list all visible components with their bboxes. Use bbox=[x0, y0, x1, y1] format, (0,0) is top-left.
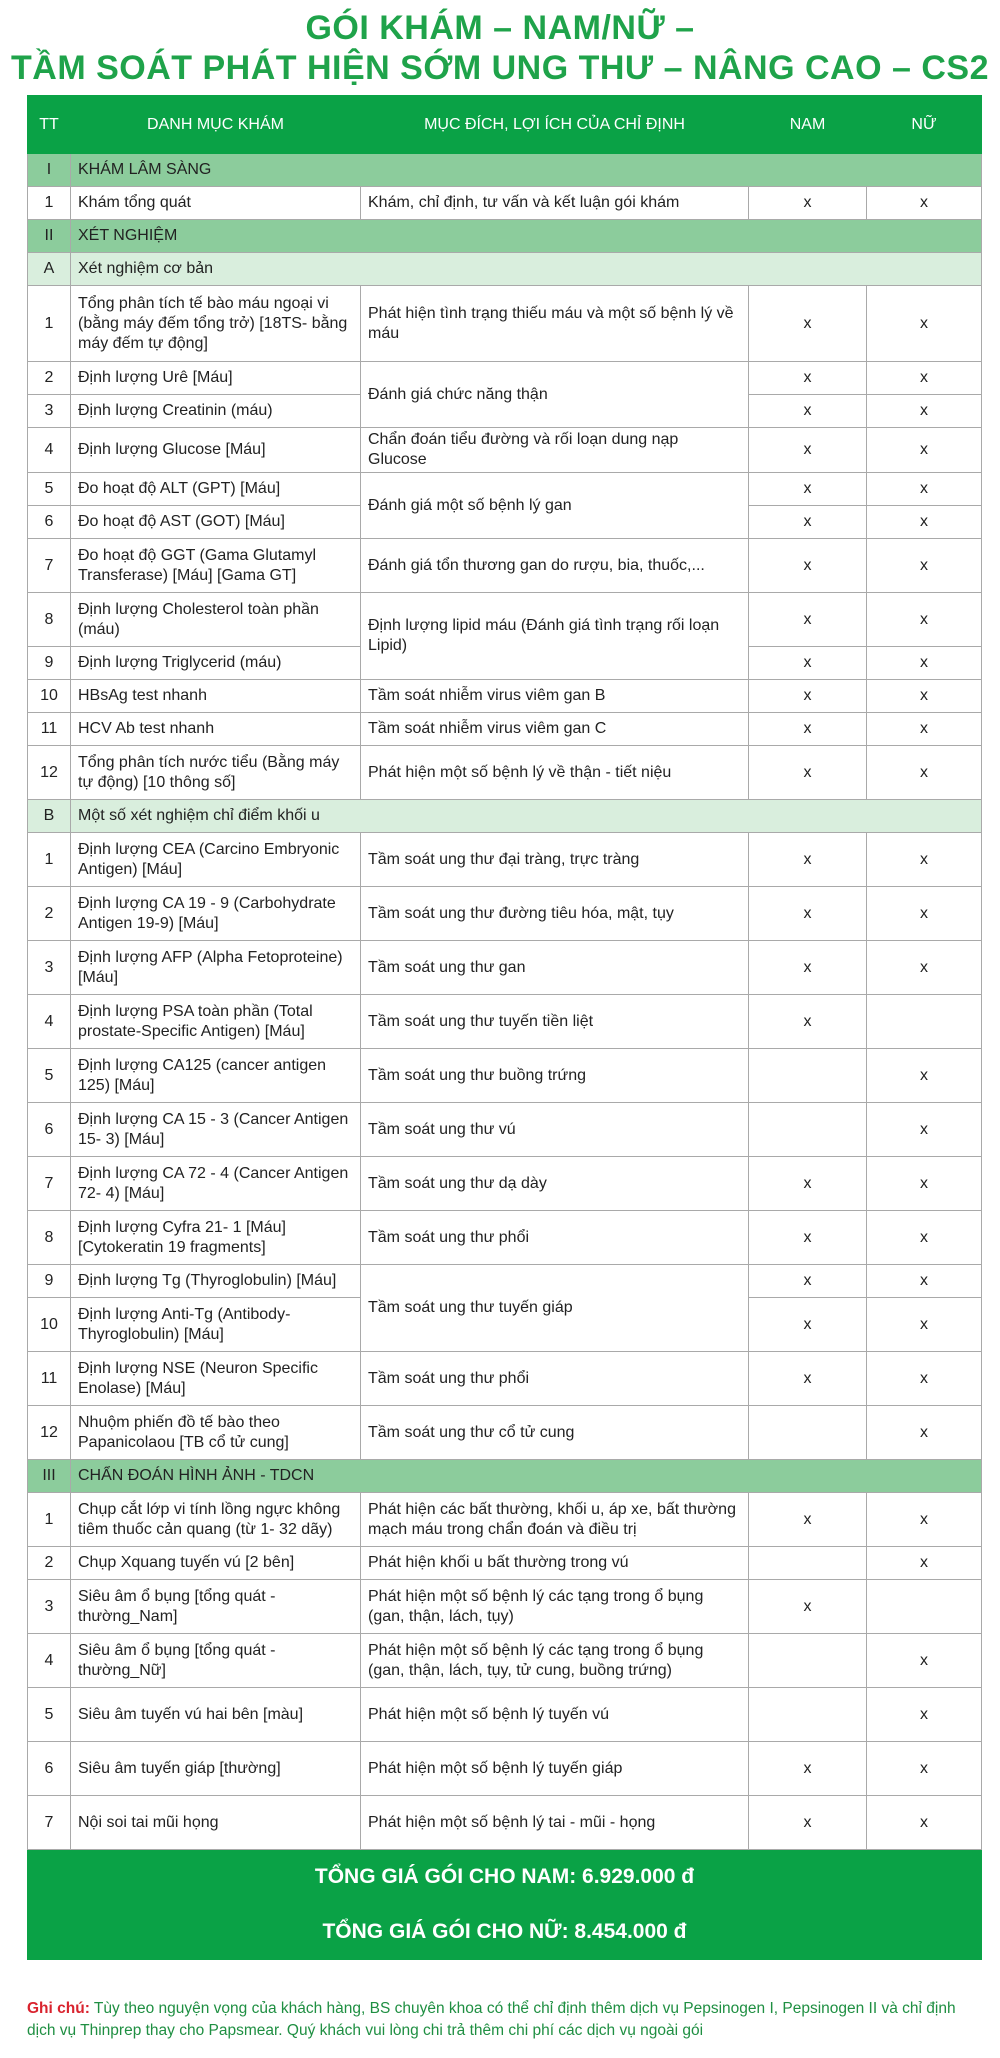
female-mark: x bbox=[867, 187, 982, 220]
footnote-label: Ghi chú: bbox=[27, 2000, 90, 2017]
row-item: Đo hoạt độ ALT (GPT) [Máu] bbox=[71, 473, 361, 506]
table-row bbox=[28, 1211, 982, 1265]
female-mark: x bbox=[867, 1103, 982, 1157]
row-num: 5 bbox=[28, 473, 71, 506]
row-purpose: Phát hiện một số bệnh lý các tạng trong ổ bụng (gan, thận, lách, tụy) bbox=[361, 1580, 749, 1634]
table-row bbox=[28, 713, 982, 746]
table-row bbox=[28, 1406, 982, 1460]
female-mark: x bbox=[867, 833, 982, 887]
female-mark: x bbox=[867, 1493, 982, 1547]
row-purpose: Tầm soát nhiễm virus viêm gan B bbox=[361, 680, 749, 713]
male-mark: x bbox=[749, 1265, 867, 1298]
female-mark: x bbox=[867, 647, 982, 680]
row-num: 11 bbox=[28, 1352, 71, 1406]
male-mark: x bbox=[749, 647, 867, 680]
row-num: 5 bbox=[28, 1688, 71, 1742]
male-mark: x bbox=[749, 1580, 867, 1634]
table-row bbox=[28, 1352, 982, 1406]
row-num: 7 bbox=[28, 1157, 71, 1211]
row-num: 9 bbox=[28, 647, 71, 680]
footnote-text: Tùy theo nguyện vọng của khách hàng, BS chuyên khoa có thể chỉ định thêm dịch vụ Pepsinogen I, Pepsinogen II và chỉ định dịch vụ Thinprep thay cho Papsmear. Quý khách vui lòng chi trả thêm chi phí các dịch vụ ngoài gói bbox=[27, 2000, 956, 2039]
row-item: Siêu âm tuyến vú hai bên [màu] bbox=[71, 1688, 361, 1742]
row-num: 6 bbox=[28, 506, 71, 539]
female-mark: x bbox=[867, 1211, 982, 1265]
row-num: 11 bbox=[28, 713, 71, 746]
female-mark: x bbox=[867, 362, 982, 395]
subsection-num: B bbox=[28, 800, 71, 833]
table-row bbox=[28, 1634, 982, 1688]
row-item: Nội soi tai mũi họng bbox=[71, 1796, 361, 1850]
header-tt: TT bbox=[28, 96, 71, 154]
male-mark: x bbox=[749, 713, 867, 746]
row-purpose: Tầm soát ung thư tuyến giáp bbox=[361, 1265, 749, 1352]
subsection-num: A bbox=[28, 253, 71, 286]
row-item: Nhuộm phiến đồ tế bào theo Papanicolaou [TB cổ tử cung] bbox=[71, 1406, 361, 1460]
male-mark: x bbox=[749, 1157, 867, 1211]
row-item: Siêu âm ổ bụng [tổng quát - thường_Nữ] bbox=[71, 1634, 361, 1688]
row-item: Định lượng AFP (Alpha Fetoproteine) [Máu] bbox=[71, 941, 361, 995]
male-mark: x bbox=[749, 1796, 867, 1850]
section-row bbox=[28, 1460, 982, 1493]
table-header bbox=[28, 96, 982, 154]
row-num: 5 bbox=[28, 1049, 71, 1103]
male-mark: x bbox=[749, 680, 867, 713]
female-mark-empty bbox=[867, 1580, 982, 1634]
row-num: 12 bbox=[28, 1406, 71, 1460]
table-row bbox=[28, 362, 982, 395]
female-mark: x bbox=[867, 941, 982, 995]
row-item: Định lượng CA 72 - 4 (Cancer Antigen 72- 4) [Máu] bbox=[71, 1157, 361, 1211]
row-item: Định lượng Glucose [Máu] bbox=[71, 428, 361, 473]
female-mark: x bbox=[867, 1157, 982, 1211]
male-mark: x bbox=[749, 1211, 867, 1265]
header-male: NAM bbox=[749, 96, 867, 154]
table-row bbox=[28, 187, 982, 220]
female-mark: x bbox=[867, 473, 982, 506]
footnote bbox=[27, 1998, 987, 2042]
row-purpose: Phát hiện một số bệnh lý tuyến giáp bbox=[361, 1742, 749, 1796]
row-item: Định lượng CA 19 - 9 (Carbohydrate Antigen 19-9) [Máu] bbox=[71, 887, 361, 941]
male-mark-empty bbox=[749, 1103, 867, 1157]
row-num: 8 bbox=[28, 593, 71, 647]
table-row bbox=[28, 1688, 982, 1742]
section-title: CHẨN ĐOÁN HÌNH ẢNH - TDCN bbox=[71, 1460, 982, 1493]
male-mark: x bbox=[749, 395, 867, 428]
male-mark: x bbox=[749, 833, 867, 887]
male-mark: x bbox=[749, 539, 867, 593]
male-mark-empty bbox=[749, 1049, 867, 1103]
female-mark: x bbox=[867, 1265, 982, 1298]
row-num: 4 bbox=[28, 1634, 71, 1688]
female-mark: x bbox=[867, 1298, 982, 1352]
row-item: HCV Ab test nhanh bbox=[71, 713, 361, 746]
row-item: Định lượng NSE (Neuron Specific Enolase) [Máu] bbox=[71, 1352, 361, 1406]
table-row bbox=[28, 1547, 982, 1580]
total-row-male bbox=[28, 1850, 982, 1905]
row-item: Định lượng Cyfra 21- 1 [Máu] [Cytokeratin 19 fragments] bbox=[71, 1211, 361, 1265]
package-table bbox=[27, 95, 982, 1960]
row-purpose: Tầm soát ung thư gan bbox=[361, 941, 749, 995]
male-mark: x bbox=[749, 593, 867, 647]
row-purpose: Chẩn đoán tiểu đường và rối loạn dung nạp Glucose bbox=[361, 428, 749, 473]
table-row bbox=[28, 833, 982, 887]
male-mark: x bbox=[749, 746, 867, 800]
row-num: 9 bbox=[28, 1265, 71, 1298]
row-num: 1 bbox=[28, 286, 71, 362]
row-num: 6 bbox=[28, 1742, 71, 1796]
section-title: XÉT NGHIỆM bbox=[71, 220, 982, 253]
row-num: 4 bbox=[28, 428, 71, 473]
female-mark: x bbox=[867, 1742, 982, 1796]
row-item: Siêu âm ổ bụng [tổng quát - thường_Nam] bbox=[71, 1580, 361, 1634]
row-purpose: Phát hiện các bất thường, khối u, áp xe, bất thường mạch máu trong chẩn đoán và điều trị bbox=[361, 1493, 749, 1547]
row-purpose: Phát hiện một số bệnh lý các tạng trong ổ bụng (gan, thận, lách, tụy, tử cung, buồng trứng) bbox=[361, 1634, 749, 1688]
row-item: HBsAg test nhanh bbox=[71, 680, 361, 713]
row-item: Chụp cắt lớp vi tính lồng ngực không tiêm thuốc cản quang (từ 1- 32 dãy) bbox=[71, 1493, 361, 1547]
row-item: Định lượng Triglycerid (máu) bbox=[71, 647, 361, 680]
female-mark: x bbox=[867, 887, 982, 941]
row-purpose: Tầm soát ung thư phổi bbox=[361, 1211, 749, 1265]
row-purpose: Tầm soát ung thư phổi bbox=[361, 1352, 749, 1406]
row-purpose: Phát hiện một số bệnh lý tuyến vú bbox=[361, 1688, 749, 1742]
table-row bbox=[28, 1265, 982, 1298]
section-num: I bbox=[28, 154, 71, 187]
male-mark: x bbox=[749, 428, 867, 473]
male-mark: x bbox=[749, 995, 867, 1049]
male-mark-empty bbox=[749, 1547, 867, 1580]
table-row bbox=[28, 473, 982, 506]
header-item: DANH MỤC KHÁM bbox=[71, 96, 361, 154]
row-num: 4 bbox=[28, 995, 71, 1049]
table-row bbox=[28, 746, 982, 800]
row-num: 3 bbox=[28, 941, 71, 995]
table-row bbox=[28, 1493, 982, 1547]
subsection-row bbox=[28, 800, 982, 833]
female-mark: x bbox=[867, 506, 982, 539]
table-row bbox=[28, 1580, 982, 1634]
row-item: Định lượng Tg (Thyroglobulin) [Máu] bbox=[71, 1265, 361, 1298]
row-item: Đo hoạt độ AST (GOT) [Máu] bbox=[71, 506, 361, 539]
row-purpose: Tầm soát ung thư dạ dày bbox=[361, 1157, 749, 1211]
row-purpose: Tầm soát ung thư vú bbox=[361, 1103, 749, 1157]
row-purpose: Đánh giá một số bệnh lý gan bbox=[361, 473, 749, 539]
section-num: II bbox=[28, 220, 71, 253]
female-mark: x bbox=[867, 1352, 982, 1406]
female-mark: x bbox=[867, 713, 982, 746]
male-mark-empty bbox=[749, 1634, 867, 1688]
title-line-1: GÓI KHÁM – NAM/NỮ – bbox=[305, 9, 695, 47]
male-mark-empty bbox=[749, 1688, 867, 1742]
female-mark: x bbox=[867, 395, 982, 428]
row-num: 6 bbox=[28, 1103, 71, 1157]
male-mark: x bbox=[749, 1298, 867, 1352]
row-item: Khám tổng quát bbox=[71, 187, 361, 220]
table-row bbox=[28, 593, 982, 647]
male-mark: x bbox=[749, 506, 867, 539]
table-row bbox=[28, 428, 982, 473]
row-num: 2 bbox=[28, 362, 71, 395]
total-price-female: TỔNG GIÁ GÓI CHO NỮ: 8.454.000 đ bbox=[28, 1905, 982, 1960]
table-row bbox=[28, 887, 982, 941]
row-purpose: Khám, chỉ định, tư vấn và kết luận gói khám bbox=[361, 187, 749, 220]
row-item: Định lượng Anti-Tg (Antibody- Thyroglobulin) [Máu] bbox=[71, 1298, 361, 1352]
row-purpose: Tầm soát ung thư đại tràng, trực tràng bbox=[361, 833, 749, 887]
row-purpose: Tầm soát ung thư cổ tử cung bbox=[361, 1406, 749, 1460]
table-row bbox=[28, 1103, 982, 1157]
row-num: 10 bbox=[28, 680, 71, 713]
male-mark-empty bbox=[749, 1406, 867, 1460]
table-row bbox=[28, 1796, 982, 1850]
row-item: Định lượng CA 15 - 3 (Cancer Antigen 15- 3) [Máu] bbox=[71, 1103, 361, 1157]
row-num: 12 bbox=[28, 746, 71, 800]
row-item: Tổng phân tích tế bào máu ngoại vi (bằng máy đếm tổng trở) [18TS- bằng máy đếm tự động] bbox=[71, 286, 361, 362]
female-mark: x bbox=[867, 1049, 982, 1103]
row-purpose: Đánh giá tổn thương gan do rượu, bia, thuốc,... bbox=[361, 539, 749, 593]
female-mark-empty bbox=[867, 995, 982, 1049]
female-mark: x bbox=[867, 1406, 982, 1460]
row-item: Định lượng Cholesterol toàn phần (máu) bbox=[71, 593, 361, 647]
row-purpose: Phát hiện một số bệnh lý về thận - tiết niệu bbox=[361, 746, 749, 800]
row-purpose: Tầm soát nhiễm virus viêm gan C bbox=[361, 713, 749, 746]
row-num: 3 bbox=[28, 1580, 71, 1634]
table-row bbox=[28, 995, 982, 1049]
row-num: 7 bbox=[28, 1796, 71, 1850]
male-mark: x bbox=[749, 1493, 867, 1547]
male-mark: x bbox=[749, 1352, 867, 1406]
row-num: 7 bbox=[28, 539, 71, 593]
row-purpose: Tầm soát ung thư tuyến tiền liệt bbox=[361, 995, 749, 1049]
female-mark: x bbox=[867, 593, 982, 647]
row-purpose: Phát hiện khối u bất thường trong vú bbox=[361, 1547, 749, 1580]
page-title bbox=[0, 0, 1000, 90]
female-mark: x bbox=[867, 1796, 982, 1850]
female-mark: x bbox=[867, 1547, 982, 1580]
table-row bbox=[28, 1049, 982, 1103]
female-mark: x bbox=[867, 1688, 982, 1742]
row-purpose: Tầm soát ung thư buồng trứng bbox=[361, 1049, 749, 1103]
female-mark: x bbox=[867, 680, 982, 713]
female-mark: x bbox=[867, 539, 982, 593]
row-item: Định lượng CEA (Carcino Embryonic Antigen) [Máu] bbox=[71, 833, 361, 887]
male-mark: x bbox=[749, 187, 867, 220]
row-num: 1 bbox=[28, 833, 71, 887]
row-item: Tổng phân tích nước tiểu (Bằng máy tự động) [10 thông số] bbox=[71, 746, 361, 800]
table-row bbox=[28, 286, 982, 362]
total-price-male: TỔNG GIÁ GÓI CHO NAM: 6.929.000 đ bbox=[28, 1850, 982, 1905]
row-purpose: Phát hiện tình trạng thiếu máu và một số bệnh lý về máu bbox=[361, 286, 749, 362]
row-item: Định lượng Urê [Máu] bbox=[71, 362, 361, 395]
row-purpose: Tầm soát ung thư đường tiêu hóa, mật, tụy bbox=[361, 887, 749, 941]
section-num: III bbox=[28, 1460, 71, 1493]
row-item: Siêu âm tuyến giáp [thường] bbox=[71, 1742, 361, 1796]
subsection-title: Một số xét nghiệm chỉ điểm khối u bbox=[71, 800, 982, 833]
section-title: KHÁM LÂM SÀNG bbox=[71, 154, 982, 187]
row-item: Định lượng PSA toàn phần (Total prostate-Specific Antigen) [Máu] bbox=[71, 995, 361, 1049]
title-line-2: TẦM SOÁT PHÁT HIỆN SỚM UNG THƯ – NÂNG CAO – CS2 bbox=[11, 49, 989, 87]
male-mark: x bbox=[749, 941, 867, 995]
female-mark: x bbox=[867, 428, 982, 473]
section-row bbox=[28, 220, 982, 253]
female-mark: x bbox=[867, 746, 982, 800]
table-row bbox=[28, 1742, 982, 1796]
header-female: NỮ bbox=[867, 96, 982, 154]
row-purpose: Định lượng lipid máu (Đánh giá tình trạng rối loạn Lipid) bbox=[361, 593, 749, 680]
row-item: Chụp Xquang tuyến vú [2 bên] bbox=[71, 1547, 361, 1580]
row-num: 8 bbox=[28, 1211, 71, 1265]
row-num: 1 bbox=[28, 1493, 71, 1547]
male-mark: x bbox=[749, 362, 867, 395]
male-mark: x bbox=[749, 887, 867, 941]
row-num: 1 bbox=[28, 187, 71, 220]
row-num: 2 bbox=[28, 1547, 71, 1580]
subsection-title: Xét nghiệm cơ bản bbox=[71, 253, 982, 286]
total-row-female bbox=[28, 1905, 982, 1960]
male-mark: x bbox=[749, 473, 867, 506]
male-mark: x bbox=[749, 286, 867, 362]
row-num: 10 bbox=[28, 1298, 71, 1352]
table-row bbox=[28, 1157, 982, 1211]
header-purpose: MỤC ĐÍCH, LỢI ÍCH CỦA CHỈ ĐỊNH bbox=[361, 96, 749, 154]
row-item: Định lượng CA125 (cancer antigen 125) [Máu] bbox=[71, 1049, 361, 1103]
table-row bbox=[28, 539, 982, 593]
row-item: Định lượng Creatinin (máu) bbox=[71, 395, 361, 428]
female-mark: x bbox=[867, 286, 982, 362]
female-mark: x bbox=[867, 1634, 982, 1688]
row-num: 3 bbox=[28, 395, 71, 428]
table-row bbox=[28, 680, 982, 713]
table-row bbox=[28, 941, 982, 995]
male-mark: x bbox=[749, 1742, 867, 1796]
row-purpose: Đánh giá chức năng thận bbox=[361, 362, 749, 428]
row-purpose: Phát hiện một số bệnh lý tai - mũi - họng bbox=[361, 1796, 749, 1850]
row-item: Đo hoạt độ GGT (Gama Glutamyl Transferase) [Máu] [Gama GT] bbox=[71, 539, 361, 593]
section-row bbox=[28, 154, 982, 187]
subsection-row bbox=[28, 253, 982, 286]
row-num: 2 bbox=[28, 887, 71, 941]
